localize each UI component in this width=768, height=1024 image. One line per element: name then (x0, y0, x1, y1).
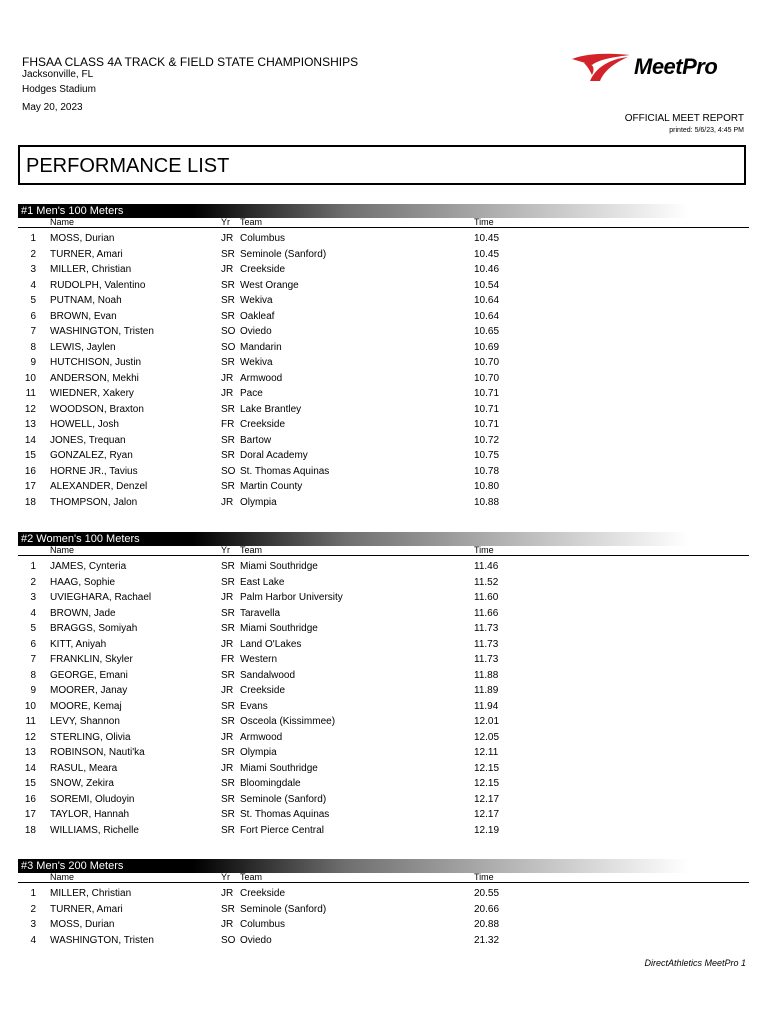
mark-time: 11.89 (474, 685, 499, 696)
table-row (0, 886, 768, 902)
class-year: JR (221, 638, 234, 650)
table-row (0, 792, 768, 808)
team-name: Armwood (240, 731, 283, 743)
mark-time: 10.54 (474, 279, 500, 291)
place-cell: 4 (30, 934, 36, 946)
athlete-name: ROBINSON, Nauti'ka (50, 747, 145, 758)
athlete-name: TAYLOR, Hannah (50, 809, 130, 820)
table-row (0, 231, 768, 247)
team-name: Creekside (240, 264, 286, 275)
table-row (0, 340, 768, 356)
column-header-time: Time (474, 217, 494, 227)
class-year: SR (221, 403, 235, 415)
event-title: #2 Women's 100 Meters (21, 533, 140, 545)
place-cell: 4 (30, 279, 36, 291)
team-name: Creekside (240, 419, 286, 430)
column-header-yr: Yr (221, 545, 230, 555)
page-title-box (18, 145, 746, 185)
table-row (0, 324, 768, 340)
table-row (0, 668, 768, 684)
mark-time: 12.17 (474, 793, 500, 805)
mark-time: 10.88 (474, 496, 500, 508)
table-row (0, 621, 768, 637)
athlete-name: PUTNAM, Noah (50, 295, 122, 306)
team-name: Evans (240, 700, 268, 712)
event-title: #3 Men's 200 Meters (21, 860, 124, 872)
place-cell: 18 (24, 496, 36, 508)
class-year: SO (221, 341, 236, 353)
table-row (0, 730, 768, 746)
team-name: Bloomingdale (240, 778, 301, 789)
mark-time: 20.88 (474, 919, 500, 930)
place-cell: 6 (30, 638, 36, 650)
header-rule (18, 227, 749, 228)
team-name: Seminole (Sanford) (240, 248, 327, 260)
team-name: Columbus (240, 233, 286, 244)
column-header-time: Time (474, 545, 494, 555)
mark-time: 12.17 (474, 809, 500, 820)
mark-time: 11.94 (474, 700, 499, 712)
table-row (0, 683, 768, 699)
place-cell: 15 (24, 778, 36, 789)
class-year: SR (221, 434, 235, 446)
place-cell: 10 (24, 372, 36, 384)
team-name: Martin County (240, 481, 303, 492)
athlete-name: MOSS, Durian (50, 233, 115, 244)
mark-time: 11.73 (474, 623, 499, 634)
meet-title: FHSAA CLASS 4A TRACK & FIELD STATE CHAMPIONSHIPS (22, 55, 359, 69)
class-year: JR (221, 496, 234, 508)
table-row (0, 637, 768, 653)
athlete-name: TURNER, Amari (50, 248, 123, 260)
place-cell: 7 (30, 326, 36, 337)
mark-time: 12.15 (474, 762, 500, 774)
column-header-team: Team (240, 545, 263, 555)
class-year: SR (221, 669, 235, 681)
table-row (0, 699, 768, 715)
table-row (0, 309, 768, 325)
table-row (0, 776, 768, 792)
athlete-name: JONES, Trequan (50, 434, 126, 446)
logo-wordmark: MeetPro (634, 54, 718, 79)
athlete-name: LEVY, Shannon (50, 716, 120, 727)
place-cell: 13 (24, 747, 36, 758)
team-name: Creekside (240, 685, 286, 696)
class-year: JR (221, 685, 234, 696)
class-year: SR (221, 561, 235, 572)
athlete-name: MOSS, Durian (50, 919, 115, 930)
table-row (0, 448, 768, 464)
team-name: Olympia (240, 496, 277, 508)
athlete-name: JAMES, Cynteria (50, 561, 127, 572)
meetpro-logo (570, 51, 750, 85)
class-year: SR (221, 279, 235, 291)
table-row (0, 807, 768, 823)
printed-timestamp: printed: 5/6/23, 4:45 PM (669, 127, 744, 134)
athlete-name: GEORGE, Emani (50, 669, 128, 681)
mark-time: 10.46 (474, 264, 500, 275)
mark-time: 12.15 (474, 778, 500, 789)
mark-time: 10.69 (474, 341, 500, 353)
team-name: Pace (240, 388, 263, 399)
class-year: SR (221, 824, 235, 836)
table-row (0, 590, 768, 606)
place-cell: 9 (30, 357, 36, 368)
place-cell: 14 (24, 762, 36, 774)
page-title: PERFORMANCE LIST (26, 155, 230, 177)
class-year: JR (221, 888, 234, 899)
mark-time: 10.45 (474, 248, 500, 260)
header-rule (18, 882, 749, 883)
table-row (0, 433, 768, 449)
class-year: SR (221, 481, 235, 492)
athlete-name: ANDERSON, Mekhi (50, 372, 139, 384)
athlete-name: MILLER, Christian (50, 264, 132, 275)
column-header-name: Name (50, 217, 75, 227)
column-header-name: Name (50, 872, 75, 882)
athlete-name: BROWN, Jade (50, 607, 116, 619)
team-name: Land O'Lakes (240, 638, 302, 650)
mark-time: 10.71 (474, 403, 500, 415)
team-name: Doral Academy (240, 450, 308, 461)
class-year: FR (221, 654, 235, 665)
place-cell: 17 (24, 809, 36, 820)
athlete-name: SNOW, Zekira (50, 778, 114, 789)
meet-date: May 20, 2023 (22, 102, 83, 113)
mark-time: 10.71 (474, 388, 500, 399)
team-name: Taravella (240, 607, 281, 619)
event-header-bar (18, 859, 747, 873)
event-title: #1 Men's 100 Meters (21, 205, 124, 217)
athlete-name: MILLER, Christian (50, 888, 132, 899)
mark-time: 11.52 (474, 576, 499, 588)
athlete-name: SOREMI, Oludoyin (50, 793, 135, 805)
athlete-name: FRANKLIN, Skyler (50, 654, 133, 665)
meet-venue: Hodges Stadium (22, 84, 96, 95)
team-name: Fort Pierce Central (240, 824, 324, 836)
team-name: Seminole (Sanford) (240, 903, 327, 915)
class-year: JR (221, 264, 234, 275)
class-year: SR (221, 357, 235, 368)
table-row (0, 652, 768, 668)
column-header-yr: Yr (221, 217, 230, 227)
athlete-name: KITT, Aniyah (50, 638, 107, 650)
team-name: Lake Brantley (240, 403, 302, 415)
mark-time: 11.60 (474, 592, 499, 603)
class-year: JR (221, 388, 234, 399)
team-name: Miami Southridge (240, 762, 318, 774)
athlete-name: HAAG, Sophie (50, 576, 116, 588)
team-name: Sandalwood (240, 669, 296, 681)
team-name: Seminole (Sanford) (240, 793, 327, 805)
table-row (0, 278, 768, 294)
place-cell: 3 (30, 919, 36, 930)
table-row (0, 575, 768, 591)
class-year: FR (221, 419, 235, 430)
mark-time: 12.01 (474, 716, 500, 727)
class-year: JR (221, 372, 234, 384)
team-name: Olympia (240, 747, 277, 758)
place-cell: 12 (24, 403, 36, 415)
class-year: SR (221, 310, 235, 322)
athlete-name: WASHINGTON, Tristen (50, 326, 154, 337)
class-year: SR (221, 903, 235, 915)
place-cell: 9 (30, 685, 36, 696)
place-cell: 16 (24, 793, 36, 805)
team-name: Columbus (240, 919, 286, 930)
class-year: SR (221, 747, 235, 758)
mark-time: 12.05 (474, 731, 500, 743)
table-row (0, 417, 768, 433)
mark-time: 10.80 (474, 481, 500, 492)
athlete-name: TURNER, Amari (50, 903, 123, 915)
class-year: JR (221, 592, 234, 603)
mark-time: 10.75 (474, 450, 500, 461)
place-cell: 2 (30, 248, 36, 260)
table-row (0, 745, 768, 761)
report-label: OFFICIAL MEET REPORT (624, 113, 744, 124)
mark-time: 12.11 (474, 747, 499, 758)
table-row (0, 761, 768, 777)
athlete-name: WILLIAMS, Richelle (50, 824, 139, 836)
place-cell: 1 (30, 233, 36, 244)
team-name: Miami Southridge (240, 623, 318, 634)
column-header-time: Time (474, 872, 494, 882)
mark-time: 11.73 (474, 638, 499, 650)
meetpro-swoosh-icon (570, 51, 632, 85)
class-year: SR (221, 576, 235, 588)
place-cell: 10 (24, 700, 36, 712)
column-header-team: Team (240, 872, 263, 882)
mark-time: 10.70 (474, 357, 500, 368)
header-rule (18, 555, 749, 556)
athlete-name: BROWN, Evan (50, 310, 117, 322)
mark-time: 20.66 (474, 903, 500, 915)
class-year: JR (221, 919, 234, 930)
mark-time: 10.65 (474, 326, 500, 337)
athlete-name: RUDOLPH, Valentino (50, 279, 146, 291)
place-cell: 2 (30, 576, 36, 588)
class-year: SR (221, 248, 235, 260)
team-name: Oviedo (240, 326, 272, 337)
meet-city: Jacksonville, FL (22, 69, 94, 80)
table-row (0, 293, 768, 309)
mark-time: 11.73 (474, 654, 499, 665)
team-name: Mandarin (240, 341, 282, 353)
place-cell: 8 (30, 669, 36, 681)
table-row (0, 262, 768, 278)
mark-time: 11.46 (474, 561, 499, 572)
athlete-name: HORNE JR., Tavius (50, 465, 138, 477)
class-year: SR (221, 607, 235, 619)
place-cell: 2 (30, 903, 36, 915)
column-header-team: Team (240, 217, 263, 227)
place-cell: 14 (24, 434, 36, 446)
athlete-name: MOORER, Janay (50, 685, 128, 696)
mark-time: 10.71 (474, 419, 500, 430)
table-row (0, 402, 768, 418)
class-year: SR (221, 295, 235, 306)
place-cell: 13 (24, 419, 36, 430)
place-cell: 3 (30, 264, 36, 275)
table-row (0, 479, 768, 495)
class-year: JR (221, 731, 234, 743)
athlete-name: ALEXANDER, Denzel (50, 481, 148, 492)
place-cell: 11 (25, 388, 36, 399)
team-name: Palm Harbor University (240, 592, 343, 603)
table-row (0, 371, 768, 387)
team-name: Bartow (240, 434, 272, 446)
table-row (0, 495, 768, 511)
athlete-name: RASUL, Meara (50, 762, 118, 774)
team-name: Wekiva (240, 295, 273, 306)
mark-time: 11.88 (474, 669, 499, 681)
class-year: SO (221, 934, 236, 946)
table-row (0, 559, 768, 575)
table-row (0, 902, 768, 918)
event-header-bar (18, 204, 747, 218)
athlete-name: LEWIS, Jaylen (50, 341, 116, 353)
athlete-name: THOMPSON, Jalon (50, 496, 138, 508)
mark-time: 10.78 (474, 465, 500, 477)
athlete-name: WIEDNER, Xakery (50, 388, 134, 399)
team-name: Western (240, 654, 278, 665)
place-cell: 1 (30, 561, 36, 572)
athlete-name: MOORE, Kemaj (50, 700, 122, 712)
table-row (0, 917, 768, 933)
table-row (0, 355, 768, 371)
class-year: SR (221, 809, 235, 820)
team-name: Oviedo (240, 934, 272, 946)
team-name: Oakleaf (240, 310, 275, 322)
athlete-name: BRAGGS, Somiyah (50, 623, 138, 634)
athlete-name: STERLING, Olivia (50, 731, 131, 743)
place-cell: 15 (24, 450, 36, 461)
place-cell: 18 (24, 824, 36, 836)
class-year: SR (221, 716, 235, 727)
class-year: SR (221, 623, 235, 634)
place-cell: 11 (25, 716, 36, 727)
table-row (0, 606, 768, 622)
team-name: St. Thomas Aquinas (240, 809, 330, 820)
team-name: East Lake (240, 576, 285, 588)
athlete-name: GONZALEZ, Ryan (50, 450, 133, 461)
footer-text: DirectAthletics MeetPro 1 (644, 958, 746, 968)
table-row (0, 823, 768, 839)
class-year: SR (221, 793, 235, 805)
table-row (0, 933, 768, 949)
team-name: Armwood (240, 372, 283, 384)
class-year: SR (221, 700, 235, 712)
class-year: SO (221, 465, 236, 477)
mark-time: 10.72 (474, 434, 500, 446)
athlete-name: WOODSON, Braxton (50, 403, 144, 415)
athlete-name: UVIEGHARA, Rachael (50, 592, 152, 603)
class-year: SO (221, 326, 236, 337)
mark-time: 10.64 (474, 295, 500, 306)
column-header-yr: Yr (221, 872, 230, 882)
place-cell: 3 (30, 592, 36, 603)
class-year: SR (221, 778, 235, 789)
mark-time: 10.64 (474, 310, 500, 322)
place-cell: 1 (30, 888, 36, 899)
mark-time: 10.70 (474, 372, 500, 384)
team-name: Wekiva (240, 357, 273, 368)
table-row (0, 247, 768, 263)
team-name: Miami Southridge (240, 561, 318, 572)
table-row (0, 714, 768, 730)
class-year: JR (221, 233, 234, 244)
table-row (0, 386, 768, 402)
athlete-name: HUTCHISON, Justin (50, 357, 142, 368)
team-name: Creekside (240, 888, 286, 899)
table-row (0, 464, 768, 480)
place-cell: 8 (30, 341, 36, 353)
class-year: JR (221, 762, 234, 774)
column-header-name: Name (50, 545, 75, 555)
team-name: St. Thomas Aquinas (240, 465, 330, 477)
team-name: Osceola (Kissimmee) (240, 716, 336, 727)
mark-time: 10.45 (474, 233, 500, 244)
place-cell: 16 (24, 465, 36, 477)
place-cell: 7 (30, 654, 36, 665)
place-cell: 12 (24, 731, 36, 743)
place-cell: 4 (30, 607, 36, 619)
place-cell: 17 (24, 481, 36, 492)
team-name: West Orange (240, 279, 299, 291)
place-cell: 6 (30, 310, 36, 322)
athlete-name: HOWELL, Josh (50, 419, 119, 430)
athlete-name: WASHINGTON, Tristen (50, 934, 154, 946)
class-year: SR (221, 450, 235, 461)
mark-time: 11.66 (474, 607, 499, 619)
place-cell: 5 (30, 295, 36, 306)
mark-time: 20.55 (474, 888, 500, 899)
mark-time: 12.19 (474, 824, 500, 836)
place-cell: 5 (30, 623, 36, 634)
mark-time: 21.32 (474, 934, 500, 946)
